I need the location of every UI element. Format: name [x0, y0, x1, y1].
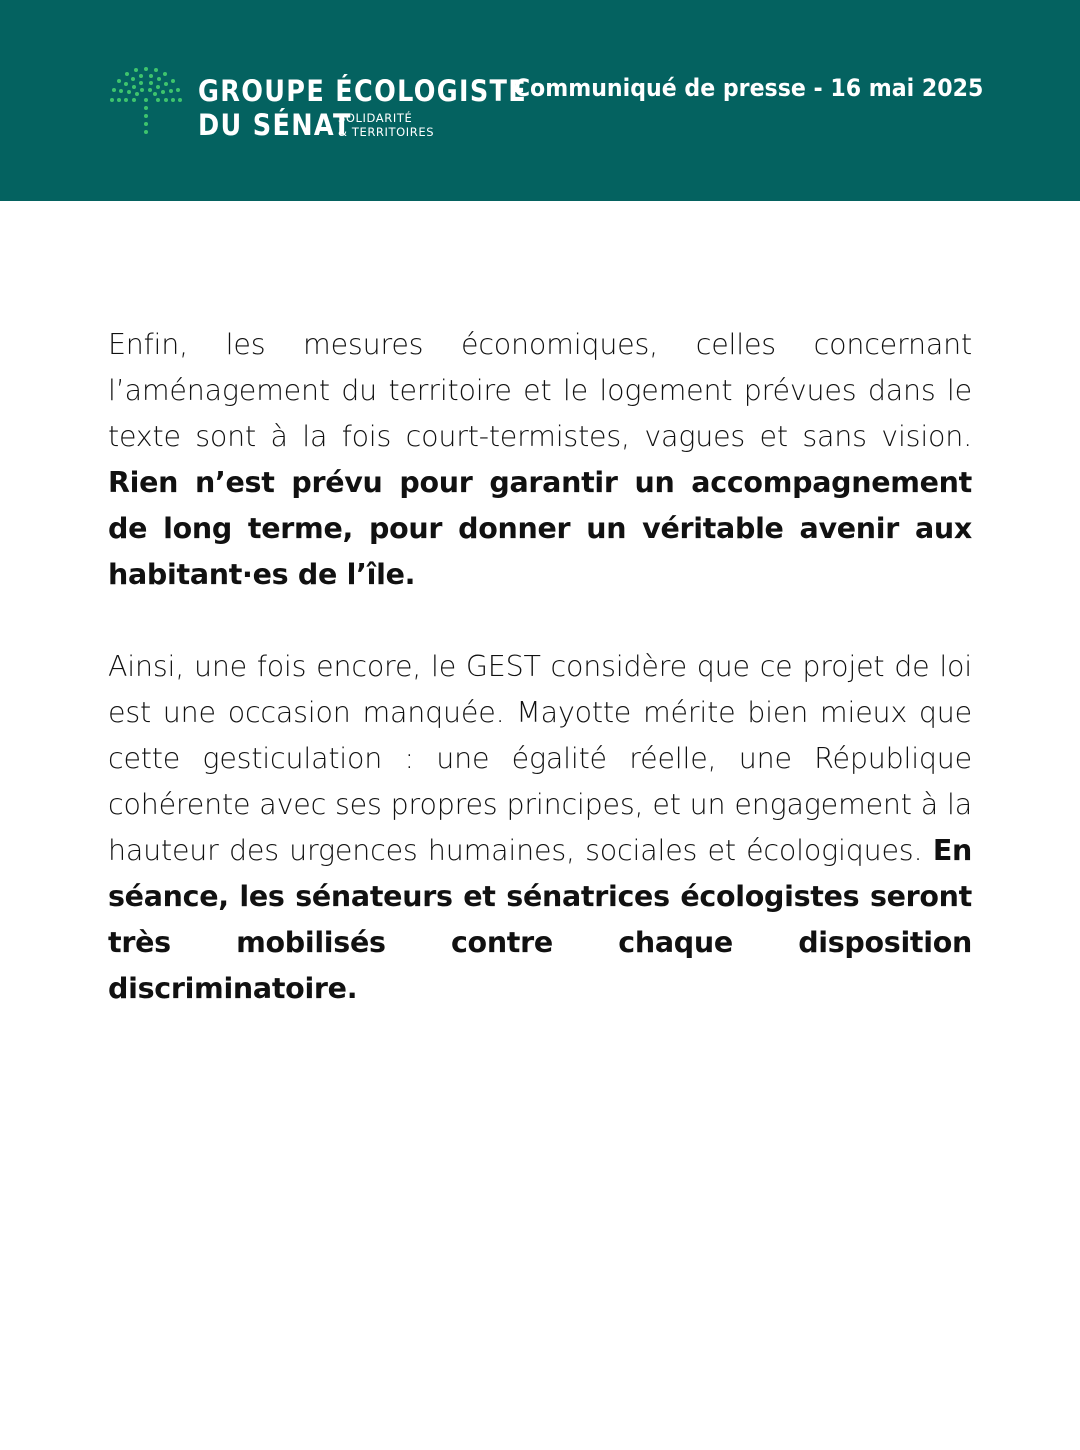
- logo-subtitle-line1: SOLIDARITÉ: [338, 111, 413, 125]
- logo-subtitle-line2: & TERRITOIRES: [338, 124, 435, 139]
- logo-title-line2: DU SÉNAT: [198, 108, 352, 142]
- paragraph-2: [108, 644, 972, 1012]
- paragraph-1-text: Enfin, les mesures économiques, celles concernant l’aménagement du territoire et le logement prévues dans le texte sont à la fois court-termistes, vagues et sans vision.: [108, 328, 972, 453]
- logo-subtitle: [338, 112, 434, 139]
- tree-dots-icon: [108, 66, 184, 142]
- paragraph-2-text: Ainsi, une fois encore, le GEST considère que ce projet de loi est une occasion manquée. Mayotte mérite bien mieux que cette gesticulation : une égalité réelle, une République cohérente avec ses propres principes, et un engagement à la hauteur des urgences humaines, sociales et écologiques.: [108, 650, 972, 867]
- paragraph-1-emphasis: Rien n’est prévu pour garantir un accompagnement de long terme, pour donner un véritable avenir aux habitant·es de l’île.: [108, 466, 972, 591]
- header-banner: [0, 0, 1080, 201]
- logo: [108, 66, 528, 146]
- paragraph-1: [108, 322, 972, 598]
- paragraph-2-emphasis: En séance, les sénateurs et sénatrices écologistes seront très mobilisés contre chaque disposition discriminatoire.: [108, 834, 972, 1005]
- press-release-date: Communiqué de presse - 16 mai 2025: [513, 74, 983, 102]
- logo-title-line1: GROUPE ÉCOLOGISTE: [198, 74, 528, 108]
- article-body: [108, 322, 972, 1058]
